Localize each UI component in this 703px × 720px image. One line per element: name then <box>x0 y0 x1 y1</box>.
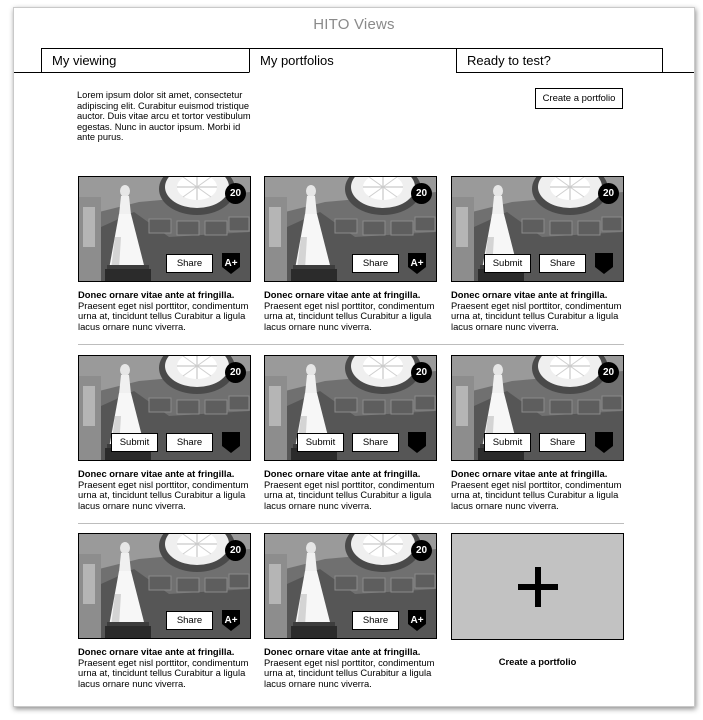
count-badge: 20 <box>411 183 432 204</box>
portfolio-card[interactable] <box>264 176 437 332</box>
create-portfolio-card[interactable] <box>451 533 624 667</box>
card-title: Donec ornare vitae ante at fringilla. <box>264 646 421 657</box>
portfolio-thumbnail[interactable] <box>78 533 251 639</box>
card-body: Praesent eget nisl porttitor, condimentum urna at, tincidunt tellus Curabitur a ligula lacus ornare nunc viverra. <box>264 299 435 332</box>
card-description <box>78 290 251 332</box>
tab-my-portfolios[interactable]: My portfolios <box>249 48 457 73</box>
card-body: Praesent eget nisl porttitor, condimentum urna at, tincidunt tellus Curabitur a ligula lacus ornare nunc viverra. <box>451 299 622 332</box>
card-description <box>451 290 624 332</box>
portfolio-card[interactable] <box>78 176 251 332</box>
count-badge: 20 <box>225 540 246 561</box>
card-description <box>451 469 624 511</box>
grade-shield-icon <box>222 253 240 274</box>
empty-shield-icon <box>222 432 240 453</box>
create-portfolio-button[interactable]: Create a portfolio <box>535 88 623 109</box>
portfolio-card[interactable] <box>264 355 437 511</box>
share-button[interactable]: Share <box>352 254 399 273</box>
grade-label: A+ <box>224 257 238 269</box>
count-badge: 20 <box>225 362 246 383</box>
count-badge: 20 <box>598 362 619 383</box>
share-button[interactable]: Share <box>166 433 213 452</box>
card-description <box>78 469 251 511</box>
portfolio-card[interactable] <box>78 533 251 689</box>
grade-label: A+ <box>410 257 424 269</box>
card-title: Donec ornare vitae ante at fringilla. <box>451 468 608 479</box>
portfolio-thumbnail[interactable] <box>264 355 437 461</box>
portfolio-card[interactable] <box>264 533 437 689</box>
card-title: Donec ornare vitae ante at fringilla. <box>264 289 421 300</box>
portfolio-thumbnail[interactable] <box>78 176 251 282</box>
app-window <box>13 7 695 707</box>
count-badge: 20 <box>598 183 619 204</box>
row-divider <box>78 523 624 524</box>
card-title: Donec ornare vitae ante at fringilla. <box>78 646 235 657</box>
card-body: Praesent eget nisl porttitor, condimentum urna at, tincidunt tellus Curabitur a ligula lacus ornare nunc viverra. <box>264 656 435 689</box>
tab-ready-to-test[interactable]: Ready to test? <box>456 48 663 73</box>
row-divider <box>78 344 624 345</box>
portfolio-card[interactable] <box>78 355 251 511</box>
grade-shield-icon <box>222 610 240 631</box>
create-portfolio-tile[interactable] <box>451 533 624 640</box>
card-description <box>264 290 437 332</box>
card-title: Donec ornare vitae ante at fringilla. <box>78 289 235 300</box>
portfolio-thumbnail[interactable] <box>78 355 251 461</box>
submit-button[interactable]: Submit <box>111 433 158 452</box>
plus-icon <box>518 567 558 607</box>
portfolio-thumbnail[interactable] <box>264 176 437 282</box>
count-badge: 20 <box>225 183 246 204</box>
portfolio-card[interactable] <box>451 355 624 511</box>
empty-shield-icon <box>595 253 613 274</box>
card-description <box>264 647 437 689</box>
card-body: Praesent eget nisl porttitor, condimentum urna at, tincidunt tellus Curabitur a ligula lacus ornare nunc viverra. <box>264 478 435 511</box>
count-badge: 20 <box>411 362 432 383</box>
submit-button[interactable]: Submit <box>484 254 531 273</box>
card-body: Praesent eget nisl porttitor, condimentum urna at, tincidunt tellus Curabitur a ligula lacus ornare nunc viverra. <box>78 656 249 689</box>
card-body: Praesent eget nisl porttitor, condimentum urna at, tincidunt tellus Curabitur a ligula lacus ornare nunc viverra. <box>78 478 249 511</box>
intro-text: Lorem ipsum dolor sit amet, consectetur adipiscing elit. Curabitur euismod tristique auctor. Duis vitae arcu et tortor vestibulum egestas. Nunc in auctor ipsum. Morbi id ante purus. <box>77 90 251 143</box>
app-title: HITO Views <box>313 16 395 33</box>
card-description <box>264 469 437 511</box>
card-title: Donec ornare vitae ante at fringilla. <box>78 468 235 479</box>
empty-shield-icon <box>595 432 613 453</box>
grade-label: A+ <box>224 614 238 626</box>
tab-my-viewing[interactable]: My viewing <box>41 48 250 73</box>
card-title: Donec ornare vitae ante at fringilla. <box>264 468 421 479</box>
grade-label: A+ <box>410 614 424 626</box>
grade-shield-icon <box>408 610 426 631</box>
empty-shield-icon <box>408 432 426 453</box>
portfolio-thumbnail[interactable] <box>264 533 437 639</box>
share-button[interactable]: Share <box>352 611 399 630</box>
card-body: Praesent eget nisl porttitor, condimentum urna at, tincidunt tellus Curabitur a ligula lacus ornare nunc viverra. <box>451 478 622 511</box>
portfolio-thumbnail[interactable] <box>451 176 624 282</box>
share-button[interactable]: Share <box>539 433 586 452</box>
submit-button[interactable]: Submit <box>297 433 344 452</box>
share-button[interactable]: Share <box>539 254 586 273</box>
submit-button[interactable]: Submit <box>484 433 531 452</box>
portfolio-card[interactable] <box>451 176 624 332</box>
share-button[interactable]: Share <box>352 433 399 452</box>
create-portfolio-label: Create a portfolio <box>498 656 577 667</box>
portfolio-thumbnail[interactable] <box>451 355 624 461</box>
card-description <box>78 647 251 689</box>
share-button[interactable]: Share <box>166 611 213 630</box>
card-title: Donec ornare vitae ante at fringilla. <box>451 289 608 300</box>
share-button[interactable]: Share <box>166 254 213 273</box>
card-body: Praesent eget nisl porttitor, condimentum urna at, tincidunt tellus Curabitur a ligula lacus ornare nunc viverra. <box>78 299 249 332</box>
count-badge: 20 <box>411 540 432 561</box>
grade-shield-icon <box>408 253 426 274</box>
